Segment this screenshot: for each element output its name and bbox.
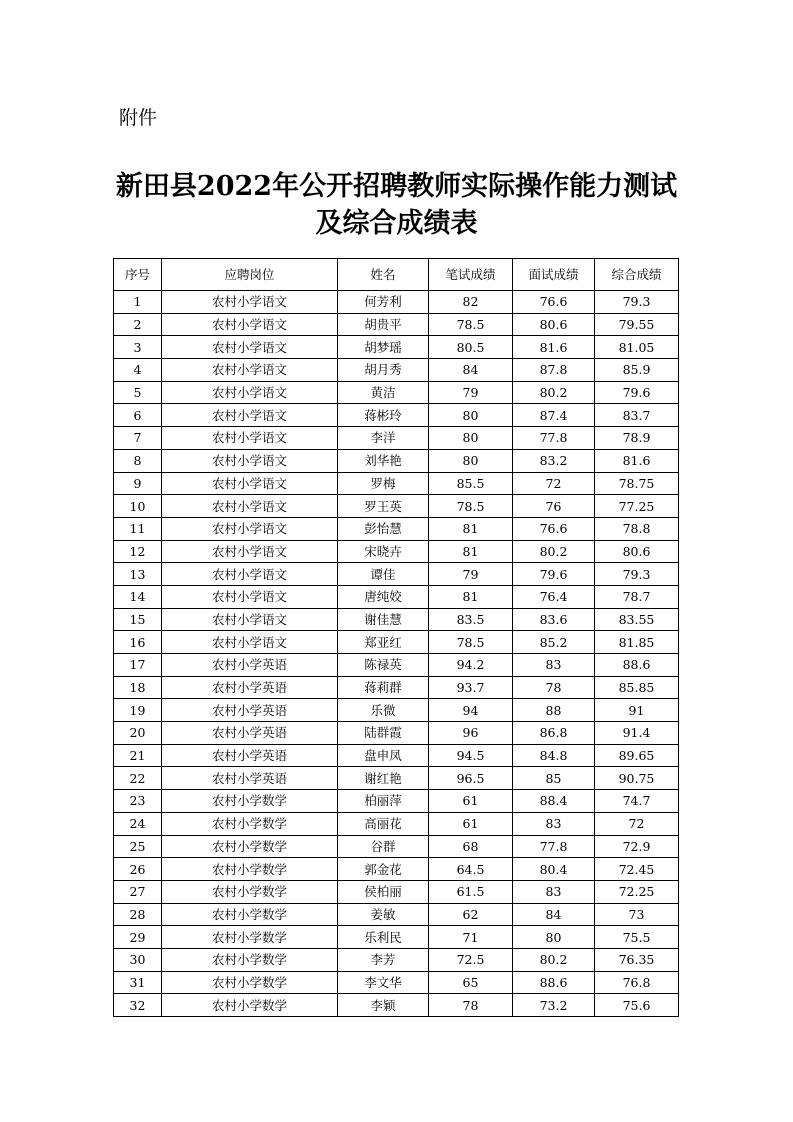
cell-interview-score: 84 bbox=[513, 903, 595, 926]
cell-interview-score: 80.4 bbox=[513, 858, 595, 881]
table-row bbox=[114, 790, 679, 813]
cell-interview-score: 76.6 bbox=[513, 291, 595, 314]
cell-total-score: 91 bbox=[595, 699, 679, 722]
cell-interview-score: 76.4 bbox=[513, 585, 595, 608]
cell-index: 13 bbox=[114, 563, 162, 586]
table-row bbox=[114, 926, 679, 949]
cell-index: 15 bbox=[114, 608, 162, 631]
cell-position: 农村小学语文 bbox=[162, 449, 338, 472]
cell-name: 陈禄英 bbox=[338, 654, 429, 677]
cell-name: 盘申凤 bbox=[338, 744, 429, 767]
table-row bbox=[114, 631, 679, 654]
score-table bbox=[113, 258, 679, 1017]
table-row bbox=[114, 654, 679, 677]
cell-interview-score: 72 bbox=[513, 472, 595, 495]
cell-index: 25 bbox=[114, 835, 162, 858]
cell-position: 农村小学英语 bbox=[162, 654, 338, 677]
cell-position: 农村小学语文 bbox=[162, 291, 338, 314]
cell-written-score: 81 bbox=[429, 585, 513, 608]
cell-interview-score: 87.8 bbox=[513, 359, 595, 382]
cell-name: 唐纯姣 bbox=[338, 585, 429, 608]
cell-position: 农村小学语文 bbox=[162, 472, 338, 495]
cell-position: 农村小学数学 bbox=[162, 948, 338, 971]
cell-name: 彭怡慧 bbox=[338, 517, 429, 540]
header-index: 序号 bbox=[114, 259, 162, 291]
cell-interview-score: 83.2 bbox=[513, 449, 595, 472]
cell-position: 农村小学语文 bbox=[162, 427, 338, 450]
cell-total-score: 75.5 bbox=[595, 926, 679, 949]
table-row bbox=[114, 676, 679, 699]
cell-index: 18 bbox=[114, 676, 162, 699]
cell-position: 农村小学数学 bbox=[162, 812, 338, 835]
cell-interview-score: 77.8 bbox=[513, 835, 595, 858]
table-row bbox=[114, 313, 679, 336]
table-row bbox=[114, 744, 679, 767]
cell-position: 农村小学语文 bbox=[162, 608, 338, 631]
cell-name: 谢红艳 bbox=[338, 767, 429, 790]
cell-written-score: 79 bbox=[429, 563, 513, 586]
cell-position: 农村小学数学 bbox=[162, 858, 338, 881]
table-row bbox=[114, 585, 679, 608]
table-row bbox=[114, 359, 679, 382]
cell-position: 农村小学语文 bbox=[162, 540, 338, 563]
table-row bbox=[114, 971, 679, 994]
cell-total-score: 88.6 bbox=[595, 654, 679, 677]
table-row bbox=[114, 495, 679, 518]
cell-index: 12 bbox=[114, 540, 162, 563]
cell-written-score: 78 bbox=[429, 994, 513, 1017]
cell-index: 21 bbox=[114, 744, 162, 767]
cell-index: 6 bbox=[114, 404, 162, 427]
cell-total-score: 78.7 bbox=[595, 585, 679, 608]
header-written-score: 笔试成绩 bbox=[429, 259, 513, 291]
table-row bbox=[114, 812, 679, 835]
cell-position: 农村小学语文 bbox=[162, 359, 338, 382]
cell-position: 农村小学语文 bbox=[162, 585, 338, 608]
cell-total-score: 74.7 bbox=[595, 790, 679, 813]
table-row bbox=[114, 722, 679, 745]
cell-written-score: 96.5 bbox=[429, 767, 513, 790]
cell-total-score: 85.9 bbox=[595, 359, 679, 382]
cell-name: 宋晓卉 bbox=[338, 540, 429, 563]
cell-interview-score: 73.2 bbox=[513, 994, 595, 1017]
cell-name: 李文华 bbox=[338, 971, 429, 994]
header-position: 应聘岗位 bbox=[162, 259, 338, 291]
cell-name: 蒋彬玲 bbox=[338, 404, 429, 427]
cell-total-score: 81.6 bbox=[595, 449, 679, 472]
cell-name: 乐微 bbox=[338, 699, 429, 722]
cell-total-score: 72.25 bbox=[595, 880, 679, 903]
cell-position: 农村小学语文 bbox=[162, 495, 338, 518]
cell-position: 农村小学英语 bbox=[162, 676, 338, 699]
title-line-1: 新田县2022年公开招聘教师实际操作能力测试 bbox=[115, 171, 678, 202]
cell-name: 李芳 bbox=[338, 948, 429, 971]
cell-written-score: 78.5 bbox=[429, 631, 513, 654]
cell-position: 农村小学语文 bbox=[162, 336, 338, 359]
cell-name: 刘华艳 bbox=[338, 449, 429, 472]
cell-total-score: 81.85 bbox=[595, 631, 679, 654]
cell-interview-score: 87.4 bbox=[513, 404, 595, 427]
cell-interview-score: 77.8 bbox=[513, 427, 595, 450]
cell-written-score: 83.5 bbox=[429, 608, 513, 631]
cell-total-score: 81.05 bbox=[595, 336, 679, 359]
table-row bbox=[114, 336, 679, 359]
table-row bbox=[114, 517, 679, 540]
cell-interview-score: 86.8 bbox=[513, 722, 595, 745]
cell-written-score: 81 bbox=[429, 517, 513, 540]
cell-index: 29 bbox=[114, 926, 162, 949]
cell-index: 30 bbox=[114, 948, 162, 971]
header-name: 姓名 bbox=[338, 259, 429, 291]
cell-index: 22 bbox=[114, 767, 162, 790]
cell-interview-score: 84.8 bbox=[513, 744, 595, 767]
cell-written-score: 71 bbox=[429, 926, 513, 949]
header-total-score: 综合成绩 bbox=[595, 259, 679, 291]
cell-written-score: 80 bbox=[429, 404, 513, 427]
cell-written-score: 85.5 bbox=[429, 472, 513, 495]
cell-written-score: 64.5 bbox=[429, 858, 513, 881]
cell-interview-score: 88.6 bbox=[513, 971, 595, 994]
cell-name: 乐利民 bbox=[338, 926, 429, 949]
cell-written-score: 96 bbox=[429, 722, 513, 745]
cell-index: 1 bbox=[114, 291, 162, 314]
cell-total-score: 76.35 bbox=[595, 948, 679, 971]
cell-interview-score: 81.6 bbox=[513, 336, 595, 359]
cell-index: 23 bbox=[114, 790, 162, 813]
cell-total-score: 83.7 bbox=[595, 404, 679, 427]
table-row bbox=[114, 858, 679, 881]
cell-total-score: 78.9 bbox=[595, 427, 679, 450]
cell-index: 32 bbox=[114, 994, 162, 1017]
table-row bbox=[114, 608, 679, 631]
cell-written-score: 61.5 bbox=[429, 880, 513, 903]
cell-index: 4 bbox=[114, 359, 162, 382]
cell-index: 16 bbox=[114, 631, 162, 654]
cell-index: 9 bbox=[114, 472, 162, 495]
table-row bbox=[114, 540, 679, 563]
cell-written-score: 61 bbox=[429, 812, 513, 835]
cell-index: 20 bbox=[114, 722, 162, 745]
cell-total-score: 75.6 bbox=[595, 994, 679, 1017]
table-row bbox=[114, 994, 679, 1017]
cell-index: 5 bbox=[114, 381, 162, 404]
cell-total-score: 79.3 bbox=[595, 563, 679, 586]
attachment-label: 附件 bbox=[119, 107, 158, 129]
cell-name: 谢佳慧 bbox=[338, 608, 429, 631]
table-row bbox=[114, 449, 679, 472]
table-header-row bbox=[114, 259, 679, 291]
cell-written-score: 94 bbox=[429, 699, 513, 722]
cell-position: 农村小学英语 bbox=[162, 744, 338, 767]
cell-index: 31 bbox=[114, 971, 162, 994]
cell-name: 谭佳 bbox=[338, 563, 429, 586]
cell-index: 28 bbox=[114, 903, 162, 926]
header-interview-score: 面试成绩 bbox=[513, 259, 595, 291]
cell-index: 17 bbox=[114, 654, 162, 677]
cell-position: 农村小学语文 bbox=[162, 404, 338, 427]
cell-index: 26 bbox=[114, 858, 162, 881]
cell-name: 郑亚红 bbox=[338, 631, 429, 654]
cell-index: 27 bbox=[114, 880, 162, 903]
cell-interview-score: 83 bbox=[513, 812, 595, 835]
cell-interview-score: 85 bbox=[513, 767, 595, 790]
cell-position: 农村小学语文 bbox=[162, 313, 338, 336]
cell-interview-score: 76.6 bbox=[513, 517, 595, 540]
cell-written-score: 94.5 bbox=[429, 744, 513, 767]
cell-index: 10 bbox=[114, 495, 162, 518]
cell-interview-score: 80.2 bbox=[513, 540, 595, 563]
cell-name: 李洋 bbox=[338, 427, 429, 450]
cell-written-score: 78.5 bbox=[429, 495, 513, 518]
cell-interview-score: 80.2 bbox=[513, 381, 595, 404]
table-body bbox=[114, 291, 679, 1017]
cell-position: 农村小学数学 bbox=[162, 926, 338, 949]
table-row bbox=[114, 903, 679, 926]
table-row bbox=[114, 427, 679, 450]
cell-total-score: 90.75 bbox=[595, 767, 679, 790]
title-line-2: 及综合成绩表 bbox=[315, 208, 478, 239]
cell-position: 农村小学语文 bbox=[162, 631, 338, 654]
cell-position: 农村小学数学 bbox=[162, 971, 338, 994]
cell-written-score: 65 bbox=[429, 971, 513, 994]
cell-written-score: 80 bbox=[429, 449, 513, 472]
cell-written-score: 78.5 bbox=[429, 313, 513, 336]
cell-written-score: 80 bbox=[429, 427, 513, 450]
cell-index: 11 bbox=[114, 517, 162, 540]
cell-index: 19 bbox=[114, 699, 162, 722]
cell-position: 农村小学数学 bbox=[162, 835, 338, 858]
cell-name: 胡贵平 bbox=[338, 313, 429, 336]
cell-interview-score: 85.2 bbox=[513, 631, 595, 654]
cell-interview-score: 88.4 bbox=[513, 790, 595, 813]
cell-written-score: 79 bbox=[429, 381, 513, 404]
cell-position: 农村小学数学 bbox=[162, 994, 338, 1017]
cell-index: 7 bbox=[114, 427, 162, 450]
cell-total-score: 85.85 bbox=[595, 676, 679, 699]
cell-total-score: 78.75 bbox=[595, 472, 679, 495]
cell-total-score: 83.55 bbox=[595, 608, 679, 631]
cell-written-score: 68 bbox=[429, 835, 513, 858]
cell-interview-score: 80.6 bbox=[513, 313, 595, 336]
cell-index: 8 bbox=[114, 449, 162, 472]
table-row bbox=[114, 472, 679, 495]
cell-total-score: 91.4 bbox=[595, 722, 679, 745]
cell-name: 柏丽萍 bbox=[338, 790, 429, 813]
cell-total-score: 72.45 bbox=[595, 858, 679, 881]
cell-name: 谷群 bbox=[338, 835, 429, 858]
document-title bbox=[0, 168, 793, 242]
table-row bbox=[114, 948, 679, 971]
cell-index: 24 bbox=[114, 812, 162, 835]
cell-index: 2 bbox=[114, 313, 162, 336]
cell-position: 农村小学数学 bbox=[162, 880, 338, 903]
table-row bbox=[114, 835, 679, 858]
cell-total-score: 80.6 bbox=[595, 540, 679, 563]
cell-name: 罗梅 bbox=[338, 472, 429, 495]
cell-written-score: 81 bbox=[429, 540, 513, 563]
cell-written-score: 80.5 bbox=[429, 336, 513, 359]
cell-total-score: 73 bbox=[595, 903, 679, 926]
cell-index: 14 bbox=[114, 585, 162, 608]
cell-name: 高丽花 bbox=[338, 812, 429, 835]
cell-interview-score: 83.6 bbox=[513, 608, 595, 631]
table-row bbox=[114, 404, 679, 427]
cell-name: 姜敏 bbox=[338, 903, 429, 926]
cell-name: 黄洁 bbox=[338, 381, 429, 404]
cell-written-score: 61 bbox=[429, 790, 513, 813]
cell-name: 陆群霞 bbox=[338, 722, 429, 745]
cell-name: 胡月秀 bbox=[338, 359, 429, 382]
cell-interview-score: 83 bbox=[513, 654, 595, 677]
cell-interview-score: 80.2 bbox=[513, 948, 595, 971]
cell-interview-score: 88 bbox=[513, 699, 595, 722]
cell-name: 侯柏丽 bbox=[338, 880, 429, 903]
cell-total-score: 78.8 bbox=[595, 517, 679, 540]
cell-total-score: 77.25 bbox=[595, 495, 679, 518]
cell-name: 何芳利 bbox=[338, 291, 429, 314]
cell-position: 农村小学语文 bbox=[162, 517, 338, 540]
cell-interview-score: 79.6 bbox=[513, 563, 595, 586]
cell-total-score: 72.9 bbox=[595, 835, 679, 858]
cell-name: 郭金花 bbox=[338, 858, 429, 881]
cell-written-score: 84 bbox=[429, 359, 513, 382]
cell-position: 农村小学语文 bbox=[162, 381, 338, 404]
cell-interview-score: 80 bbox=[513, 926, 595, 949]
table-row bbox=[114, 880, 679, 903]
cell-name: 李颖 bbox=[338, 994, 429, 1017]
cell-position: 农村小学英语 bbox=[162, 767, 338, 790]
table-row bbox=[114, 291, 679, 314]
cell-written-score: 93.7 bbox=[429, 676, 513, 699]
cell-total-score: 72 bbox=[595, 812, 679, 835]
table-row bbox=[114, 563, 679, 586]
table-row bbox=[114, 767, 679, 790]
cell-interview-score: 83 bbox=[513, 880, 595, 903]
cell-total-score: 79.6 bbox=[595, 381, 679, 404]
cell-index: 3 bbox=[114, 336, 162, 359]
cell-name: 蒋莉群 bbox=[338, 676, 429, 699]
cell-total-score: 79.3 bbox=[595, 291, 679, 314]
cell-position: 农村小学英语 bbox=[162, 699, 338, 722]
cell-total-score: 79.55 bbox=[595, 313, 679, 336]
cell-position: 农村小学数学 bbox=[162, 790, 338, 813]
cell-interview-score: 76 bbox=[513, 495, 595, 518]
cell-position: 农村小学数学 bbox=[162, 903, 338, 926]
cell-written-score: 82 bbox=[429, 291, 513, 314]
cell-total-score: 89.65 bbox=[595, 744, 679, 767]
cell-written-score: 94.2 bbox=[429, 654, 513, 677]
cell-name: 胡梦瑶 bbox=[338, 336, 429, 359]
cell-written-score: 72.5 bbox=[429, 948, 513, 971]
table-row bbox=[114, 699, 679, 722]
cell-written-score: 62 bbox=[429, 903, 513, 926]
cell-position: 农村小学语文 bbox=[162, 563, 338, 586]
cell-interview-score: 78 bbox=[513, 676, 595, 699]
cell-name: 罗王英 bbox=[338, 495, 429, 518]
table-row bbox=[114, 381, 679, 404]
cell-total-score: 76.8 bbox=[595, 971, 679, 994]
cell-position: 农村小学英语 bbox=[162, 722, 338, 745]
